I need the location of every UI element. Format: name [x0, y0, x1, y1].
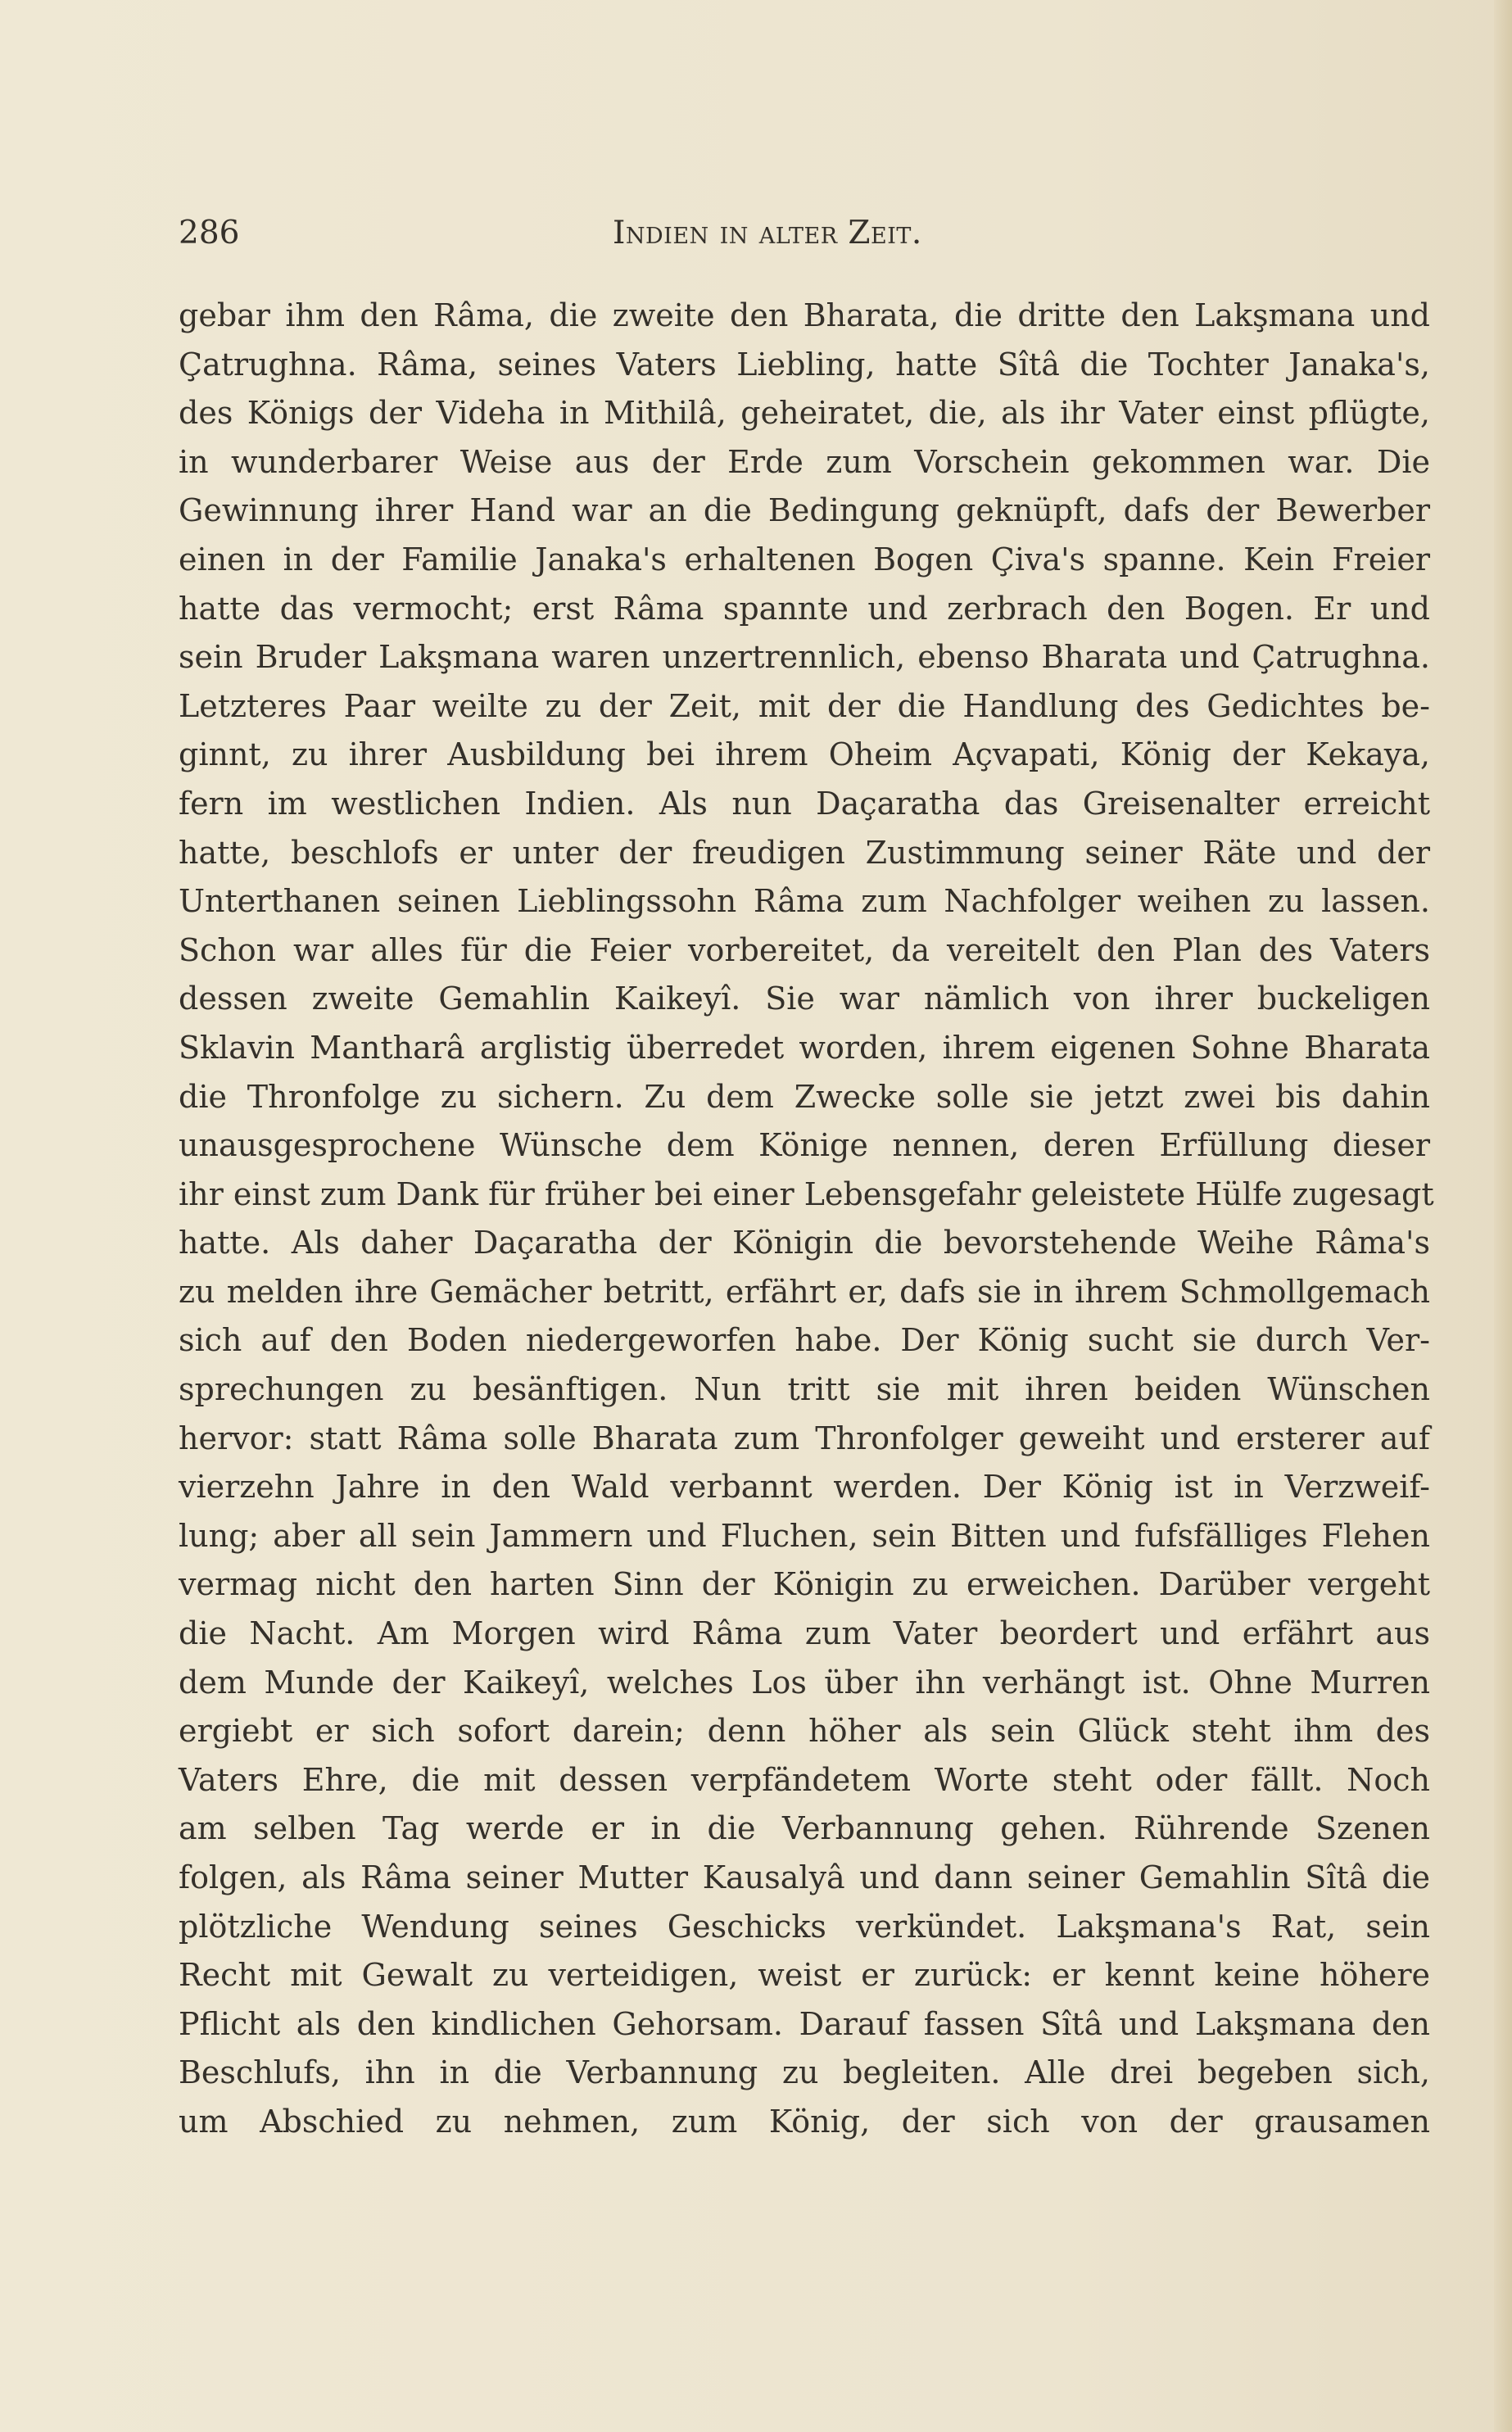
- text-line: zu melden ihre Gemächer betritt, erfährt er, dafs sie in ihrem Schmollgemach: [179, 1273, 1430, 1310]
- text-line: dem Munde der Kaikeyî, welches Los über ihn verhängt ist. Ohne Murren: [179, 1664, 1430, 1701]
- text-line: ginnt, zu ihrer Ausbildung bei ihrem Oheim Açvapati, König der Kekaya,: [179, 736, 1430, 773]
- text-line: ihr einst zum Dank für früher bei einer Lebensgefahr geleistete Hülfe zugesagt: [179, 1175, 1434, 1212]
- text-line: ergiebt er sich sofort darein; denn höher als sein Glück steht ihm des: [179, 1713, 1430, 1750]
- text-line: plötzliche Wendung seines Geschicks verkündet. Lakşmana's Rat, sein: [179, 1908, 1430, 1945]
- text-line: vierzehn Jahre in den Wald verbannt werden. Der König ist in Verzweif-: [179, 1469, 1430, 1506]
- text-line: Beschlufs, ihn in die Verbannung zu begleiten. Alle drei begeben sich,: [179, 2054, 1430, 2091]
- text-line: Recht mit Gewalt zu verteidigen, weist er zurück: er kennt keine höhere: [179, 1957, 1430, 1994]
- text-line: gebar ihm den Râma, die zweite den Bharata, die dritte den Lakşmana und: [179, 297, 1430, 333]
- running-title: Indien in alter Zeit.: [613, 215, 922, 251]
- text-line: hatte, beschlofs er unter der freudigen Zustimmung seiner Räte und der: [179, 834, 1430, 871]
- text-line: folgen, als Râma seiner Mutter Kausalyâ und dann seiner Gemahlin Sîtâ die: [179, 1859, 1430, 1895]
- text-line: unausgesprochene Wünsche dem Könige nennen, deren Erfüllung dieser: [179, 1127, 1430, 1164]
- text-line: Unterthanen seinen Lieblingssohn Râma zum Nachfolger weihen zu lassen.: [179, 883, 1430, 920]
- text-line: sich auf den Boden niedergeworfen habe. Der König sucht sie durch Ver-: [179, 1322, 1430, 1359]
- text-line: in wunderbarer Weise aus der Erde zum Vorschein gekommen war. Die: [179, 443, 1430, 480]
- text-line: Gewinnung ihrer Hand war an die Bedingung geknüpft, dafs der Bewerber: [179, 492, 1430, 529]
- text-line: Sklavin Mantharâ arglistig überredet worden, ihrem eigenen Sohne Bharata: [179, 1029, 1430, 1066]
- text-line: des Königs der Videha in Mithilâ, geheiratet, die, als ihr Vater einst pflügte,: [179, 395, 1430, 432]
- page-edge: [1494, 0, 1512, 2432]
- running-head: [179, 215, 1202, 264]
- text-line: vermag nicht den harten Sinn der Königin zu erweichen. Darüber vergeht: [179, 1566, 1430, 1603]
- body-text: [179, 292, 1434, 2147]
- text-line: einen in der Familie Janaka's erhaltenen Bogen Çiva's spanne. Kein Freier: [179, 541, 1430, 577]
- text-line: fern im westlichen Indien. Als nun Daçaratha das Greisenalter erreicht: [179, 785, 1430, 822]
- text-line: hatte. Als daher Daçaratha der Königin die bevorstehende Weihe Râma's: [179, 1225, 1430, 1261]
- text-line: sein Bruder Lakşmana waren unzertrennlich, ebenso Bharata und Çatrughna.: [179, 639, 1430, 676]
- page-number: 286: [179, 215, 240, 251]
- text-line: sprechungen zu besänftigen. Nun tritt sie mit ihren beiden Wünschen: [179, 1371, 1430, 1408]
- text-line: lung; aber all sein Jammern und Fluchen, sein Bitten und fufsfälliges Flehen: [179, 1517, 1430, 1554]
- text-line: Letzteres Paar weilte zu der Zeit, mit der die Handlung des Gedichtes be-: [179, 687, 1430, 724]
- text-line: dessen zweite Gemahlin Kaikeyî. Sie war nämlich von ihrer buckeligen: [179, 980, 1430, 1017]
- text-line: die Nacht. Am Morgen wird Râma zum Vater beordert und erfährt aus: [179, 1615, 1430, 1652]
- text-line: um Abschied zu nehmen, zum König, der sich von der grausamen: [179, 2103, 1430, 2140]
- text-line: Schon war alles für die Feier vorbereitet, da vereitelt den Plan des Vaters: [179, 931, 1430, 968]
- text-line: Vaters Ehre, die mit dessen verpfändetem Worte steht oder fällt. Noch: [179, 1761, 1430, 1798]
- text-line: die Thronfolge zu sichern. Zu dem Zwecke solle sie jetzt zwei bis dahin: [179, 1078, 1430, 1115]
- text-line: hervor: statt Râma solle Bharata zum Thronfolger geweiht und ersterer auf: [179, 1420, 1430, 1456]
- text-line: Çatrughna. Râma, seines Vaters Liebling, hatte Sîtâ die Tochter Janaka's,: [179, 346, 1430, 383]
- text-line: hatte das vermocht; erst Râma spannte und zerbrach den Bogen. Er und: [179, 590, 1430, 627]
- text-line: am selben Tag werde er in die Verbannung gehen. Rührende Szenen: [179, 1810, 1430, 1847]
- text-line: Pflicht als den kindlichen Gehorsam. Darauf fassen Sîtâ und Lakşmana den: [179, 2005, 1430, 2042]
